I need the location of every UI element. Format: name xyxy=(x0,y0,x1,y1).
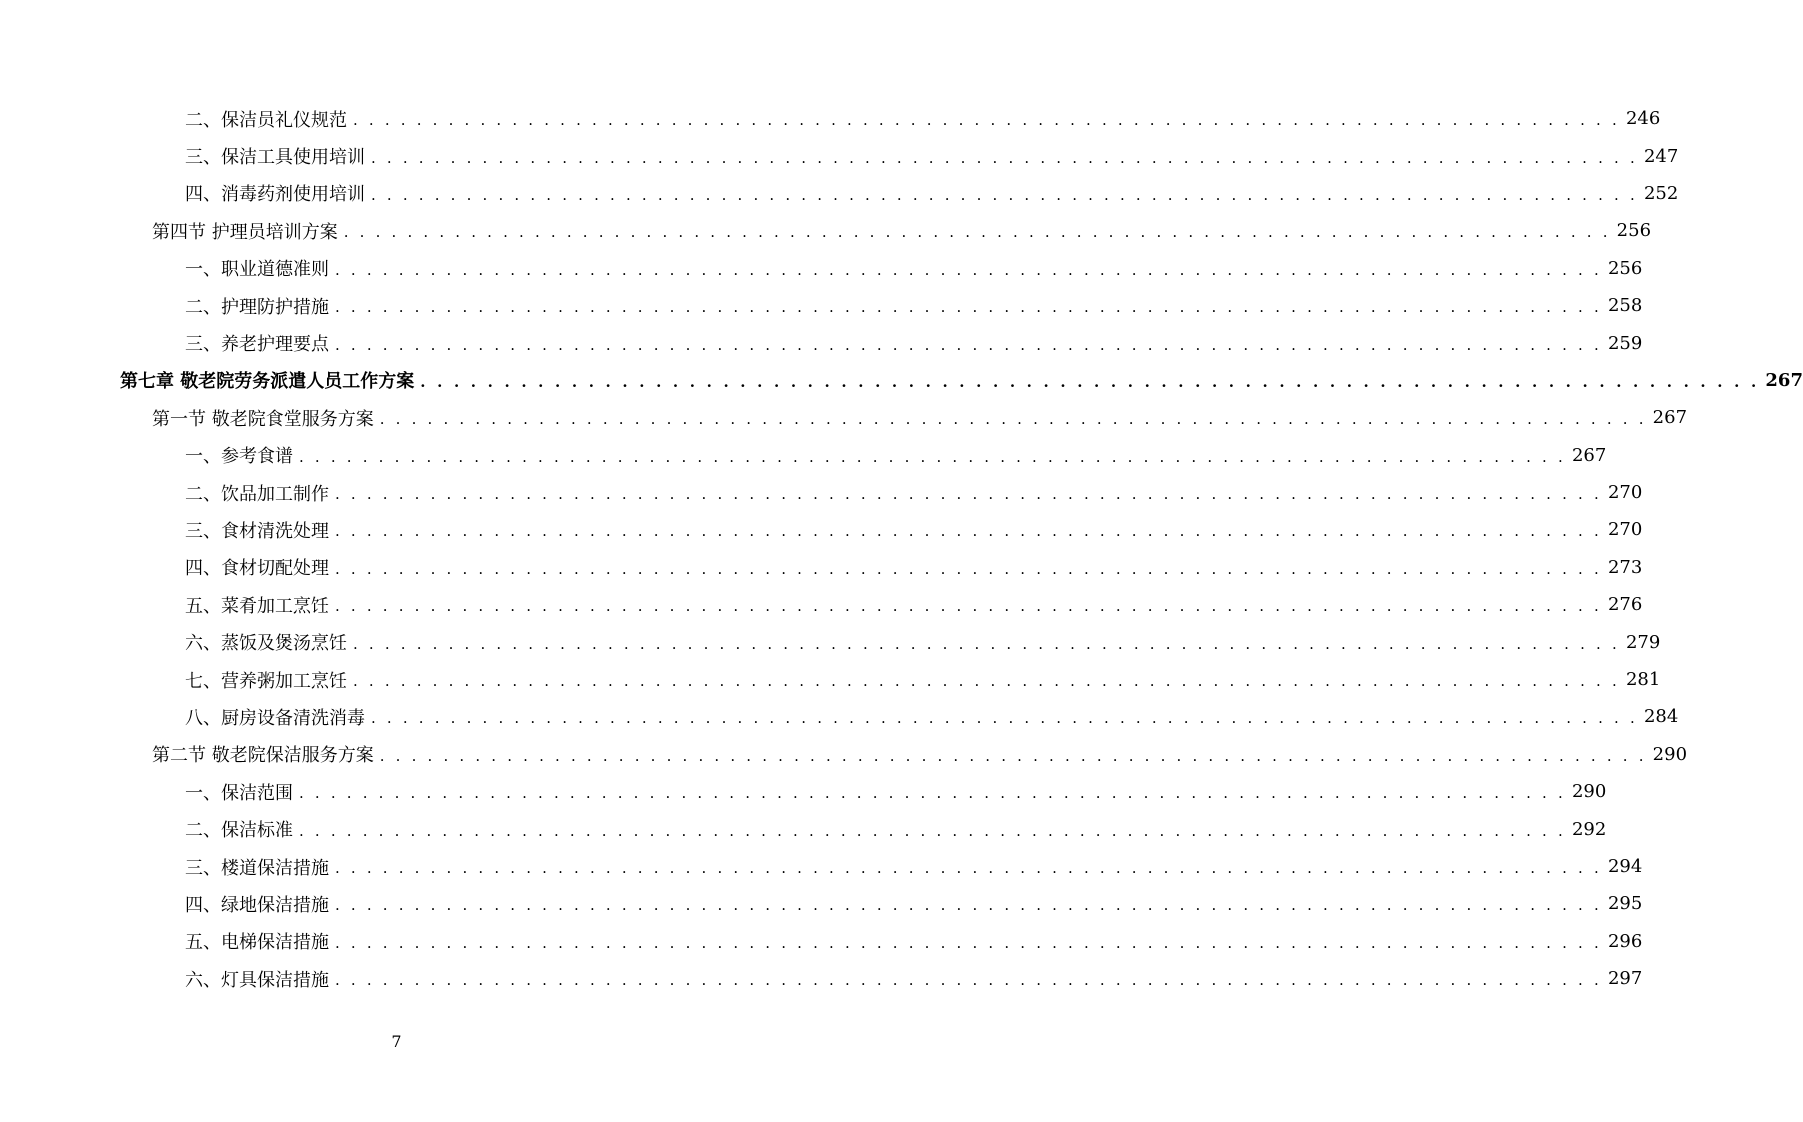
toc-dot-leader: . . . . . . . . . . . . . . . . . . . . . . . . . . . . . . . . . . . . . . . . . . . . . . . . . . . . . . . . . . . . . . . . . . . . . . . . . . . . . . . . xyxy=(299,784,1566,803)
toc-entry-title: 一、职业道德准则 xyxy=(185,259,329,281)
toc-entry-page: 290 xyxy=(1571,781,1607,803)
toc-entry-title: 第一节 敬老院食堂服务方案 xyxy=(152,408,374,430)
toc-dot-leader: . . . . . . . . . . . . . . . . . . . . . . . . . . . . . . . . . . . . . . . . . . . . . . . . . . . . . . . . . . . . . . . . . . . . . . . . . . . . . . . . xyxy=(353,111,1620,130)
toc-entry-page: 258 xyxy=(1607,295,1643,317)
toc-subsection-entry[interactable] xyxy=(0,324,1643,361)
toc-entry-page: 267 xyxy=(1652,407,1688,429)
toc-entry-title: 二、护理防护措施 xyxy=(185,296,329,318)
toc-dot-leader: . . . . . . . . . . . . . . . . . . . . . . . . . . . . . . . . . . . . . . . . . . . . . . . . . . . . . . . . . . . . . . . . . . . . . . . . . . . . . . . . xyxy=(335,971,1602,990)
toc-subsection-entry[interactable] xyxy=(0,137,1679,174)
toc-entry-page: 276 xyxy=(1607,594,1643,616)
toc-dot-leader: . . . . . . . . . . . . . . . . . . . . . . . . . . . . . . . . . . . . . . . . . . . . . . . . . . . . . . . . . . . . . . . . . . . . . . . . . . . . . . . . xyxy=(335,298,1602,317)
toc-subsection-entry[interactable] xyxy=(0,586,1643,623)
table-of-contents xyxy=(0,100,1803,997)
toc-entry-title: 五、菜肴加工烹饪 xyxy=(185,595,329,617)
toc-dot-leader: . . . . . . . . . . . . . . . . . . . . . . . . . . . . . . . . . . . . . . . . . . . . . . . . . . . . . . . . . . . . . . . . . . . . . . . . . . . . . . . . xyxy=(335,933,1602,952)
page-number: 7 xyxy=(391,1032,402,1051)
toc-entry-page: 279 xyxy=(1625,631,1661,653)
toc-entry-page: 267 xyxy=(1571,444,1607,466)
toc-entry-page: 292 xyxy=(1571,818,1607,840)
toc-subsection-entry[interactable] xyxy=(0,960,1643,997)
toc-subsection-entry[interactable] xyxy=(0,623,1661,660)
toc-subsection-entry[interactable] xyxy=(0,661,1661,698)
toc-subsection-entry[interactable] xyxy=(0,848,1643,885)
toc-entry-page: 256 xyxy=(1616,220,1652,242)
toc-dot-leader: . . . . . . . . . . . . . . . . . . . . . . . . . . . . . . . . . . . . . . . . . . . . . . . . . . . . . . . . . . . . . . . . . . . . . . . . . . . . . . . . xyxy=(335,859,1602,877)
toc-dot-leader: . . . . . . . . . . . . . . . . . . . . . . . . . . . . . . . . . . . . . . . . . . . . . . . . . . . . . . . . . . . . . . . . . . . . . . . . . . . . . . . . xyxy=(420,372,1760,391)
toc-entry-title: 第七章 敬老院劳务派遣人员工作方案 xyxy=(120,371,415,393)
toc-subsection-entry[interactable] xyxy=(0,773,1607,810)
toc-subsection-entry[interactable] xyxy=(0,923,1643,960)
toc-entry-title: 第四节 护理员培训方案 xyxy=(152,221,338,243)
toc-entry-page: 281 xyxy=(1625,669,1661,691)
toc-section-entry[interactable] xyxy=(0,212,1652,249)
toc-subsection-entry[interactable] xyxy=(0,549,1643,586)
toc-entry-title: 一、参考食谱 xyxy=(185,446,293,468)
toc-entry-page: 284 xyxy=(1643,706,1679,728)
toc-dot-leader: . . . . . . . . . . . . . . . . . . . . . . . . . . . . . . . . . . . . . . . . . . . . . . . . . . . . . . . . . . . . . . . . . . . . . . . . . . . . . . . . xyxy=(335,522,1602,541)
toc-entry-page: 259 xyxy=(1607,332,1643,354)
toc-entry-title: 第二节 敬老院保洁服务方案 xyxy=(152,745,374,767)
toc-entry-page: 256 xyxy=(1607,257,1643,279)
toc-entry-title: 二、保洁标准 xyxy=(185,820,293,842)
toc-subsection-entry[interactable] xyxy=(0,287,1643,324)
toc-entry-page: 252 xyxy=(1643,182,1679,204)
toc-entry-page: 267 xyxy=(1765,369,1803,391)
toc-dot-leader: . . . . . . . . . . . . . . . . . . . . . . . . . . . . . . . . . . . . . . . . . . . . . . . . . . . . . . . . . . . . . . . . . . . . . . . . . . . . . . . . xyxy=(335,260,1602,279)
toc-dot-leader: . . . . . . . . . . . . . . . . . . . . . . . . . . . . . . . . . . . . . . . . . . . . . . . . . . . . . . . . . . . . . . . . . . . . . . . . . . . . . . . . xyxy=(299,821,1566,840)
toc-entry-page: 290 xyxy=(1652,743,1688,765)
toc-dot-leader: . . . . . . . . . . . . . . . . . . . . . . . . . . . . . . . . . . . . . . . . . . . . . . . . . . . . . . . . . . . . . . . . . . . . . . . . . . . . . . . . xyxy=(335,597,1602,616)
toc-entry-page: 273 xyxy=(1607,556,1643,578)
toc-dot-leader: . . . . . . . . . . . . . . . . . . . . . . . . . . . . . . . . . . . . . . . . . . . . . . . . . . . . . . . . . . . . . . . . . . . . . . . . . . . . . . . . xyxy=(379,746,1647,765)
toc-dot-leader: . . . . . . . . . . . . . . . . . . . . . . . . . . . . . . . . . . . . . . . . . . . . . . . . . . . . . . . . . . . . . . . . . . . . . . . . . . . . . . . . xyxy=(335,559,1602,578)
toc-subsection-entry[interactable] xyxy=(0,885,1643,922)
toc-entry-title: 七、营养粥加工烹饪 xyxy=(185,670,347,692)
toc-section-entry[interactable] xyxy=(0,399,1688,436)
toc-section-entry[interactable] xyxy=(0,736,1688,773)
toc-entry-title: 八、厨房设备清洗消毒 xyxy=(185,707,365,729)
toc-entry-title: 一、保洁范围 xyxy=(185,782,293,804)
toc-dot-leader: . . . . . . . . . . . . . . . . . . . . . . . . . . . . . . . . . . . . . . . . . . . . . . . . . . . . . . . . . . . . . . . . . . . . . . . . . . . . . . . . xyxy=(371,709,1638,728)
toc-dot-leader: . . . . . . . . . . . . . . . . . . . . . . . . . . . . . . . . . . . . . . . . . . . . . . . . . . . . . . . . . . . . . . . . . . . . . . . . . . . . . . . . xyxy=(335,896,1602,915)
toc-entry-page: 296 xyxy=(1607,930,1643,952)
toc-subsection-entry[interactable] xyxy=(0,698,1679,735)
toc-dot-leader: . . . . . . . . . . . . . . . . . . . . . . . . . . . . . . . . . . . . . . . . . . . . . . . . . . . . . . . . . . . . . . . . . . . . . . . . . . . . . . . . xyxy=(335,485,1602,504)
toc-entry-title: 二、饮品加工制作 xyxy=(185,483,329,505)
toc-subsection-entry[interactable] xyxy=(0,810,1607,847)
toc-dot-leader: . . . . . . . . . . . . . . . . . . . . . . . . . . . . . . . . . . . . . . . . . . . . . . . . . . . . . . . . . . . . . . . . . . . . . . . . . . . . . . . . xyxy=(343,223,1611,242)
toc-subsection-entry[interactable] xyxy=(0,437,1607,474)
toc-entry-page: 270 xyxy=(1607,482,1643,504)
toc-entry-title: 四、食材切配处理 xyxy=(185,558,329,580)
toc-dot-leader: . . . . . . . . . . . . . . . . . . . . . . . . . . . . . . . . . . . . . . . . . . . . . . . . . . . . . . . . . . . . . . . . . . . . . . . . . . . . . . . . xyxy=(353,672,1620,691)
toc-dot-leader: . . . . . . . . . . . . . . . . . . . . . . . . . . . . . . . . . . . . . . . . . . . . . . . . . . . . . . . . . . . . . . . . . . . . . . . . . . . . . . . . xyxy=(299,447,1566,466)
toc-subsection-entry[interactable] xyxy=(0,250,1643,287)
toc-entry-title: 三、保洁工具使用培训 xyxy=(185,147,365,169)
toc-entry-page: 247 xyxy=(1643,145,1679,167)
toc-dot-leader: . . . . . . . . . . . . . . . . . . . . . . . . . . . . . . . . . . . . . . . . . . . . . . . . . . . . . . . . . . . . . . . . . . . . . . . . . . . . . . . . xyxy=(371,148,1638,167)
toc-entry-title: 六、灯具保洁措施 xyxy=(185,969,329,991)
toc-entry-title: 三、楼道保洁措施 xyxy=(185,857,329,879)
toc-entry-title: 四、消毒药剂使用培训 xyxy=(185,184,365,206)
toc-entry-title: 三、食材清洗处理 xyxy=(185,520,329,542)
toc-entry-page: 297 xyxy=(1607,968,1643,990)
toc-dot-leader: . . . . . . . . . . . . . . . . . . . . . . . . . . . . . . . . . . . . . . . . . . . . . . . . . . . . . . . . . . . . . . . . . . . . . . . . . . . . . . . . xyxy=(353,634,1620,653)
toc-subsection-entry[interactable] xyxy=(0,474,1643,511)
toc-entry-page: 270 xyxy=(1607,519,1643,541)
toc-subsection-entry[interactable] xyxy=(0,100,1661,137)
toc-chapter-entry[interactable] xyxy=(0,362,1803,399)
toc-entry-title: 四、绿地保洁措施 xyxy=(185,894,329,916)
toc-entry-page: 294 xyxy=(1607,856,1643,877)
toc-dot-leader: . . . . . . . . . . . . . . . . . . . . . . . . . . . . . . . . . . . . . . . . . . . . . . . . . . . . . . . . . . . . . . . . . . . . . . . . . . . . . . . . xyxy=(335,335,1602,354)
toc-dot-leader: . . . . . . . . . . . . . . . . . . . . . . . . . . . . . . . . . . . . . . . . . . . . . . . . . . . . . . . . . . . . . . . . . . . . . . . . . . . . . . . . xyxy=(371,185,1638,204)
toc-entry-title: 五、电梯保洁措施 xyxy=(185,932,329,954)
toc-entry-title: 二、保洁员礼仪规范 xyxy=(185,109,347,131)
toc-entry-page: 295 xyxy=(1607,893,1643,915)
toc-subsection-entry[interactable] xyxy=(0,175,1679,212)
toc-entry-page: 246 xyxy=(1625,108,1661,130)
toc-dot-leader: . . . . . . . . . . . . . . . . . . . . . . . . . . . . . . . . . . . . . . . . . . . . . . . . . . . . . . . . . . . . . . . . . . . . . . . . . . . . . . . . xyxy=(379,410,1647,429)
toc-entry-title: 三、养老护理要点 xyxy=(185,334,329,356)
toc-subsection-entry[interactable] xyxy=(0,511,1643,548)
toc-entry-title: 六、蒸饭及煲汤烹饪 xyxy=(185,633,347,655)
